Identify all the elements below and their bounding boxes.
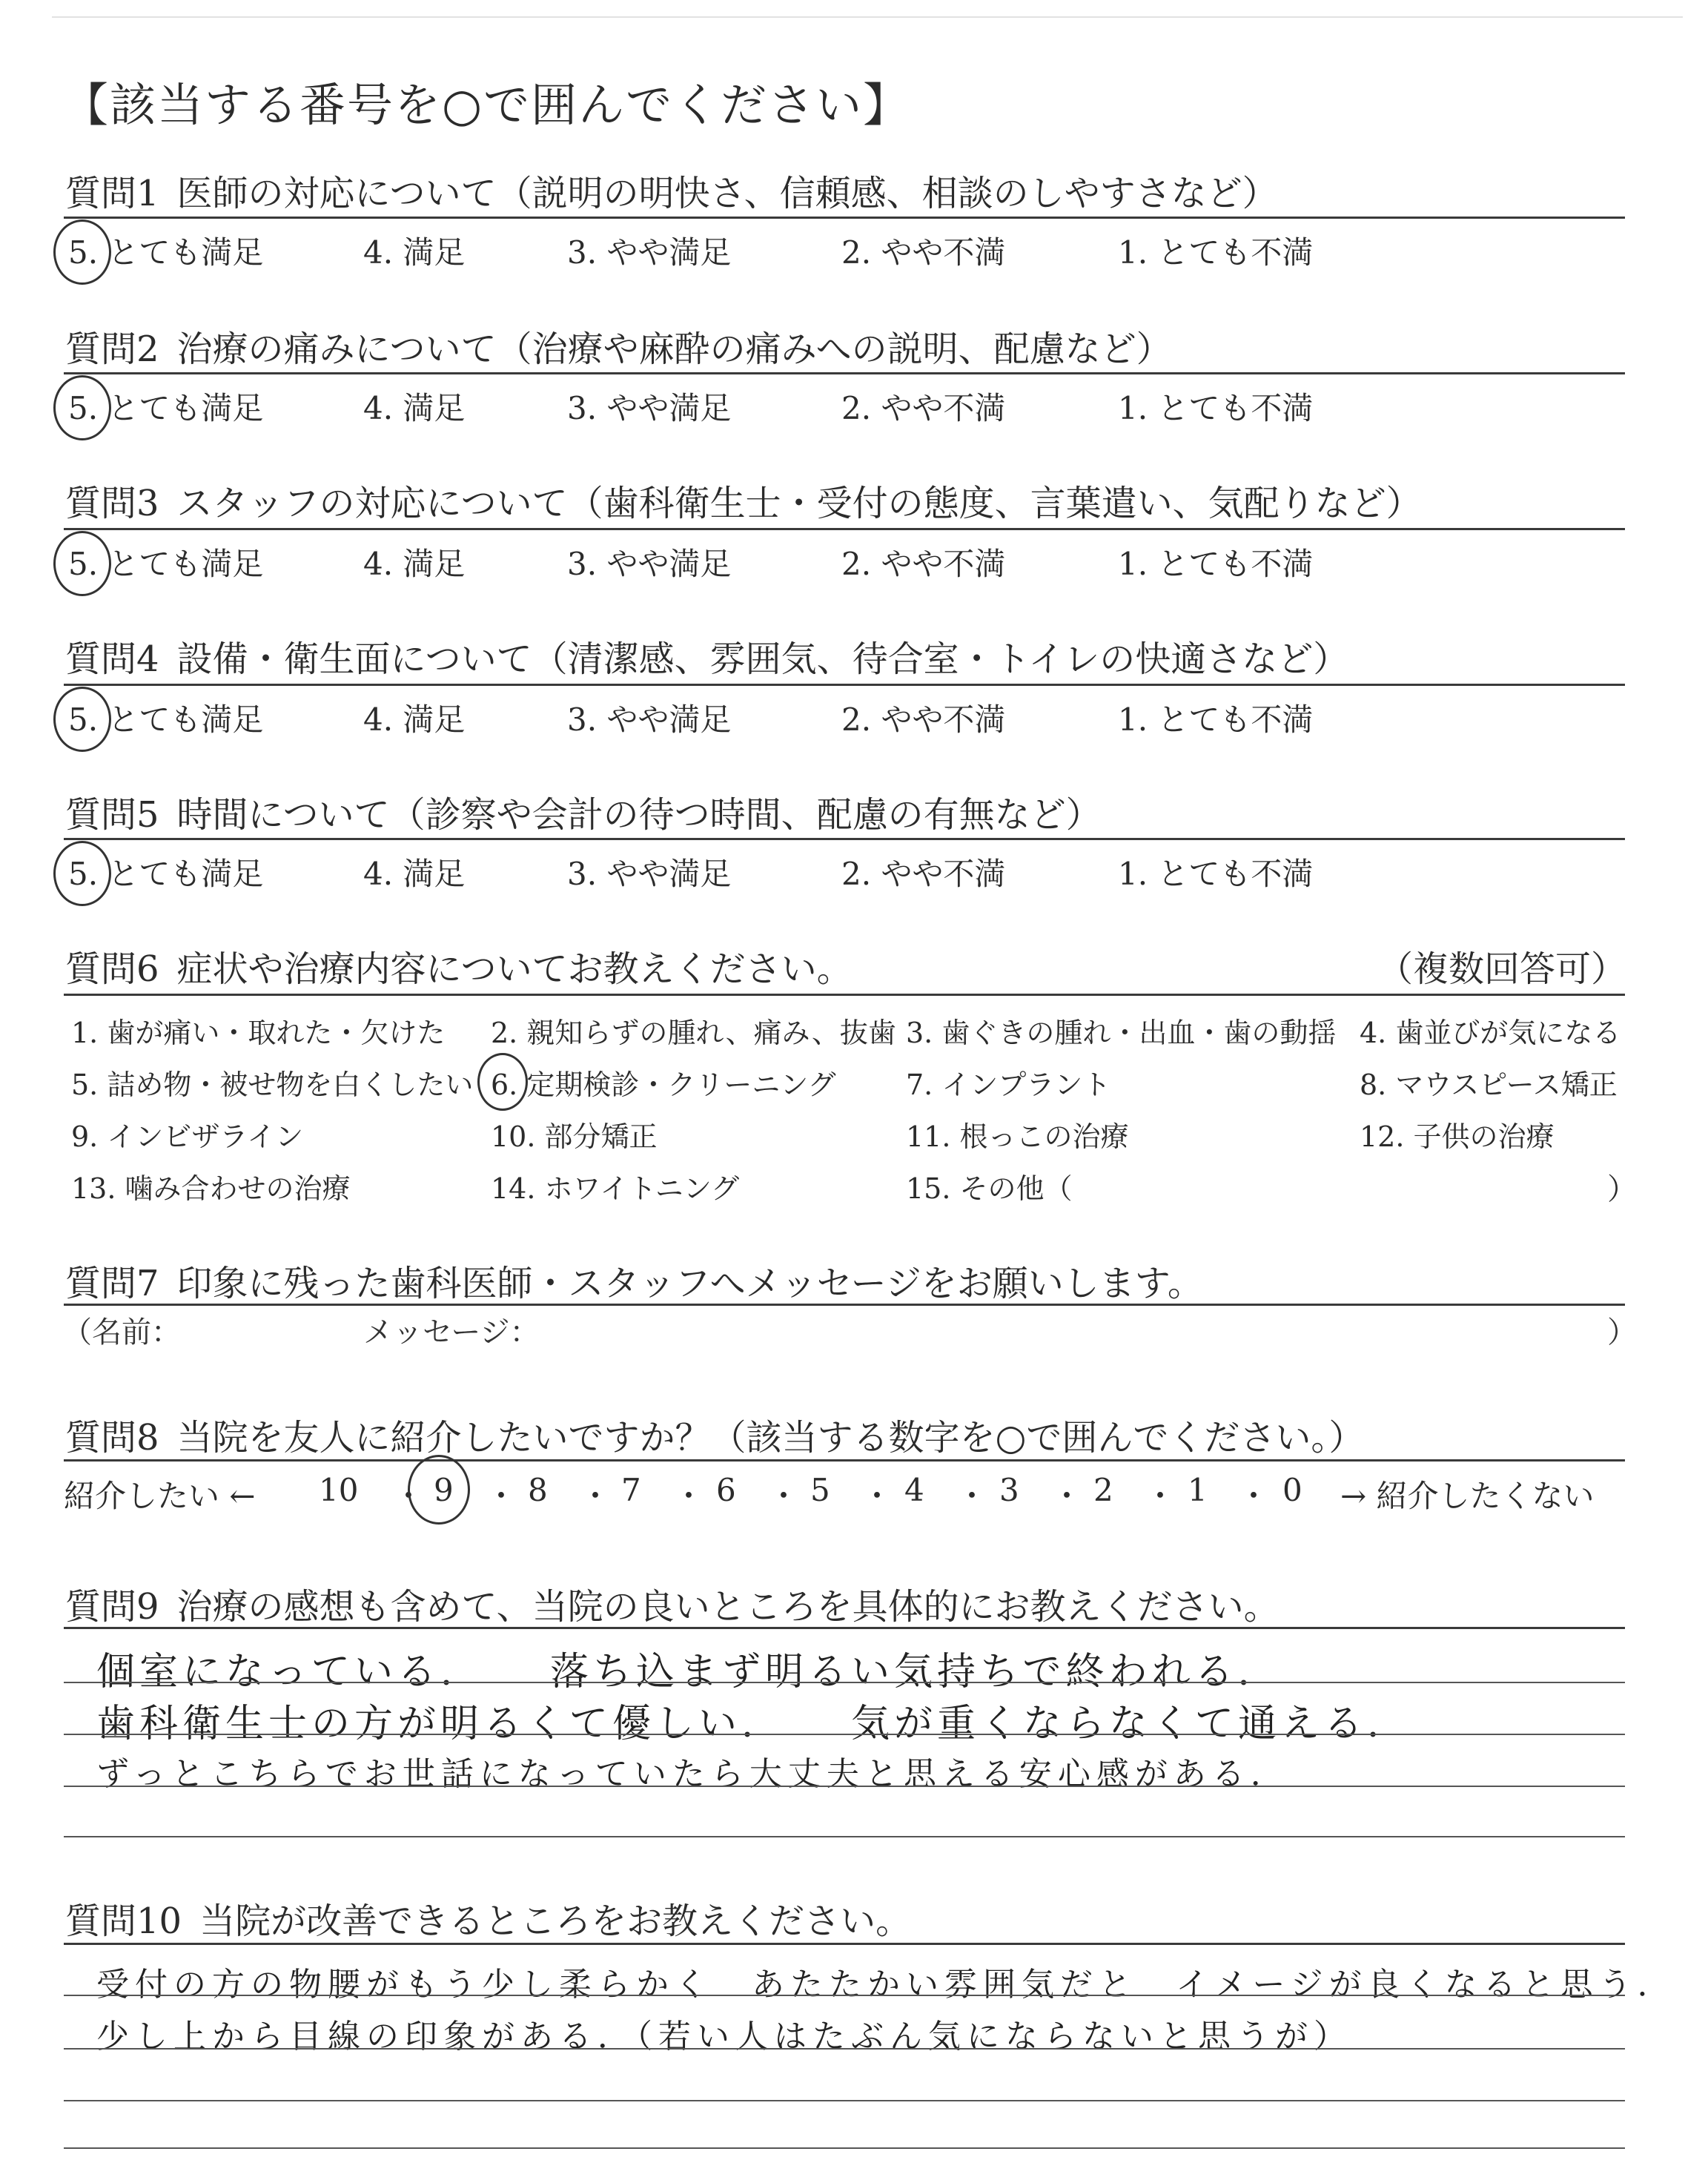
q8-sep: ・ (1238, 1478, 1270, 1514)
q4-option-3[interactable]: 3. やや満足 (567, 701, 732, 738)
q8-sep: ・ (956, 1478, 988, 1514)
q9-answer-rule (64, 1734, 1625, 1735)
q10-answer-rule (64, 2100, 1625, 2101)
q4-option-1[interactable]: 1. とても不満 (1118, 701, 1314, 738)
q8-right-label: → 紹介したくない (1340, 1478, 1595, 1514)
q5-selected-circle (53, 841, 111, 906)
q8-scale-7[interactable]: 7 (621, 1472, 641, 1508)
q6-option-11[interactable]: 11. 根っこの治療 (906, 1120, 1129, 1153)
q6-option-6[interactable]: 6. 定期検診・クリーニング (491, 1069, 836, 1101)
q5-option-1[interactable]: 1. とても不満 (1118, 856, 1314, 892)
q6-option-8[interactable]: 8. マウスピース矯正 (1360, 1069, 1618, 1101)
q3-text: スタッフの対応について（歯科衛生士・受付の態度、言葉遣い、気配りなど） (176, 483, 1422, 524)
page-title: 【該当する番号を○で囲んでください】 (62, 78, 911, 132)
q4-heading (65, 630, 1348, 681)
q10-answer-rule (64, 2048, 1625, 2050)
q5-option-4[interactable]: 4. 満足 (363, 856, 466, 892)
q10-rule (64, 1943, 1625, 1945)
q8-sep: ・ (1145, 1478, 1176, 1514)
q8-sep: ・ (393, 1478, 425, 1514)
q3-option-2[interactable]: 2. やや不満 (841, 546, 1006, 582)
q3-option-5[interactable]: 5. とても満足 (68, 546, 264, 582)
q1-text: 医師の対応について（説明の明快さ、信頼感、相談のしやすさなど） (176, 173, 1278, 214)
q9-number: 質問9 (65, 1586, 159, 1628)
q8-rule (64, 1459, 1625, 1462)
q6-option-13[interactable]: 13. 噛み合わせの治療 (71, 1172, 351, 1205)
q5-option-5[interactable]: 5. とても満足 (68, 856, 264, 892)
q2-option-1[interactable]: 1. とても不満 (1118, 390, 1314, 426)
q9-answer-rule (64, 1682, 1625, 1683)
q1-option-4[interactable]: 4. 満足 (363, 234, 466, 271)
q8-sep: ・ (673, 1478, 705, 1514)
q9-answer-line-1: 個室になっている． 落ち込まず明るい気持ちで終われる． (96, 1650, 1281, 1694)
q1-option-3[interactable]: 3. やや満足 (567, 234, 732, 271)
q1-rule (64, 217, 1625, 219)
q3-option-3[interactable]: 3. やや満足 (567, 546, 732, 582)
q3-options (0, 540, 1708, 584)
q9-answer-rule (64, 1786, 1625, 1787)
q4-option-5[interactable]: 5. とても満足 (68, 701, 264, 738)
q2-number: 質問2 (65, 328, 159, 370)
q7-close-paren: ） (1607, 1315, 1637, 1350)
q7-message-label: メッセージ： (363, 1315, 540, 1350)
q7-heading (65, 1255, 1203, 1306)
q6-option-9[interactable]: 9. インビザライン (71, 1120, 304, 1153)
q10-text: 当院が改善できるところをお教えください。 (199, 1900, 912, 1942)
q6-multiple-note: （複数回答可） (1377, 948, 1626, 990)
q8-scale-5[interactable]: 5 (810, 1472, 830, 1508)
q6-option-7[interactable]: 7. インプラント (906, 1069, 1111, 1101)
q5-rule (64, 838, 1625, 840)
q5-option-2[interactable]: 2. やや不満 (841, 856, 1006, 892)
q3-number: 質問3 (65, 483, 159, 524)
q1-options (0, 228, 1708, 273)
q3-option-1[interactable]: 1. とても不満 (1118, 546, 1314, 582)
q8-scale-8[interactable]: 8 (528, 1472, 548, 1508)
q6-option-4[interactable]: 4. 歯並びが気になる (1360, 1017, 1621, 1049)
q1-option-5[interactable]: 5. とても満足 (68, 234, 264, 271)
q9-answer-line-2: 歯科衛生士の方が明るくて優しい． 気が重くならなくて通える． (96, 1702, 1411, 1746)
q9-text: 治療の感想も含めて、当院の良いところを具体的にお教えください。 (176, 1586, 1280, 1628)
q7-name-label: （名前： (62, 1315, 181, 1350)
q3-heading (65, 475, 1422, 526)
q4-options (0, 696, 1708, 740)
q8-text: 当院を友人に紹介したいですか？（該当する数字を○で囲んでください。） (176, 1417, 1365, 1459)
q9-answer-rule (64, 1836, 1625, 1837)
q2-option-5[interactable]: 5. とても満足 (68, 390, 264, 426)
q5-option-3[interactable]: 3. やや満足 (567, 856, 732, 892)
q4-option-2[interactable]: 2. やや不満 (841, 701, 1006, 738)
q6-option-3[interactable]: 3. 歯ぐきの腫れ・出血・歯の動揺 (906, 1017, 1337, 1049)
q4-rule (64, 684, 1625, 686)
q8-sep: ・ (861, 1478, 893, 1514)
q8-scale-3[interactable]: 3 (999, 1472, 1019, 1508)
q6-option-12[interactable]: 12. 子供の治療 (1360, 1120, 1555, 1153)
q2-selected-circle (53, 375, 111, 440)
q8-sep: ・ (580, 1478, 612, 1514)
q7-rule (64, 1304, 1625, 1306)
q8-selected-circle (408, 1455, 470, 1525)
q5-text: 時間について（診察や会計の待つ時間、配慮の有無など） (176, 794, 1102, 836)
q10-answer-line-2: 少し上から目線の印象がある．（若い人はたぶん気にならないと思うが） (96, 2018, 1352, 2055)
q2-option-4[interactable]: 4. 満足 (363, 390, 466, 426)
q6-option-15[interactable]: 15. その他（ (906, 1172, 1073, 1205)
q3-selected-circle (53, 531, 111, 596)
q6-option-14[interactable]: 14. ホワイトニング (491, 1172, 740, 1205)
q6-other-close-paren: ） (1607, 1172, 1637, 1206)
q6-option-5[interactable]: 5. 詰め物・被せ物を白くしたい (71, 1069, 474, 1101)
q4-text: 設備・衛生面について（清潔感、雰囲気、待合室・トイレの快適さなど） (176, 638, 1349, 680)
q7-text: 印象に残った歯科医師・スタッフへメッセージをお願いします。 (176, 1263, 1203, 1304)
q8-number: 質問8 (65, 1417, 159, 1459)
q8-scale-9[interactable]: 9 (434, 1472, 454, 1508)
q5-heading (65, 786, 1102, 837)
q4-selected-circle (53, 687, 111, 752)
q8-scale-2[interactable]: 2 (1093, 1472, 1113, 1508)
q1-heading (65, 165, 1278, 216)
q7-number: 質問7 (65, 1263, 159, 1304)
q6-heading (65, 940, 853, 991)
q8-sep: ・ (486, 1478, 517, 1514)
q10-answer-rule (64, 2147, 1625, 2149)
q2-option-3[interactable]: 3. やや満足 (567, 390, 732, 426)
q6-selected-circle (477, 1053, 528, 1111)
q8-scale-0[interactable]: 0 (1282, 1472, 1302, 1508)
q3-rule (64, 528, 1625, 530)
q2-heading (65, 320, 1172, 371)
q5-options (0, 850, 1708, 894)
q8-scale-10[interactable]: 10 (319, 1472, 359, 1508)
q8-heading (65, 1409, 1364, 1460)
q10-answer-line-1: 受付の方の物腰がもう少し柔らかく あたたかい雰囲気だと イメージが良くなると思う． (96, 1966, 1676, 2004)
q1-selected-circle (53, 219, 111, 285)
q10-answer-rule (64, 1995, 1625, 1996)
q8-scale-6[interactable]: 6 (716, 1472, 736, 1508)
q2-options (0, 384, 1708, 429)
q3-option-4[interactable]: 4. 満足 (363, 546, 466, 582)
q8-left-label: 紹介したい ← (64, 1478, 256, 1514)
q6-option-2[interactable]: 2. 親知らずの腫れ、痛み、抜歯 (491, 1017, 896, 1049)
q1-number: 質問1 (65, 173, 159, 214)
q8-scale-4[interactable]: 4 (904, 1472, 924, 1508)
q9-heading (65, 1578, 1280, 1629)
q4-number: 質問4 (65, 638, 159, 680)
q6-text: 症状や治療内容についてお教えください。 (176, 948, 853, 990)
q6-rule (64, 994, 1625, 996)
top-divider (52, 16, 1683, 18)
q10-number: 質問10 (65, 1900, 182, 1942)
q8-sep: ・ (1051, 1478, 1083, 1514)
q5-number: 質問5 (65, 794, 159, 836)
q10-heading (65, 1892, 911, 1943)
q6-option-1[interactable]: 1. 歯が痛い・取れた・欠けた (71, 1017, 446, 1049)
q4-option-4[interactable]: 4. 満足 (363, 701, 466, 738)
q9-answer-line-3: ずっとこちらでお世話になっていたら大丈夫と思える安心感がある． (96, 1755, 1289, 1793)
q6-option-10[interactable]: 10. 部分矯正 (491, 1120, 658, 1153)
q6-number: 質問6 (65, 948, 159, 990)
q9-rule (64, 1627, 1625, 1629)
q8-sep: ・ (768, 1478, 800, 1514)
q8-scale-1[interactable]: 1 (1188, 1472, 1208, 1508)
q2-text: 治療の痛みについて（治療や麻酔の痛みへの説明、配慮など） (176, 328, 1172, 370)
q1-option-1[interactable]: 1. とても不満 (1118, 234, 1314, 271)
q1-option-2[interactable]: 2. やや不満 (841, 234, 1006, 271)
q2-rule (64, 372, 1625, 374)
q2-option-2[interactable]: 2. やや不満 (841, 390, 1006, 426)
